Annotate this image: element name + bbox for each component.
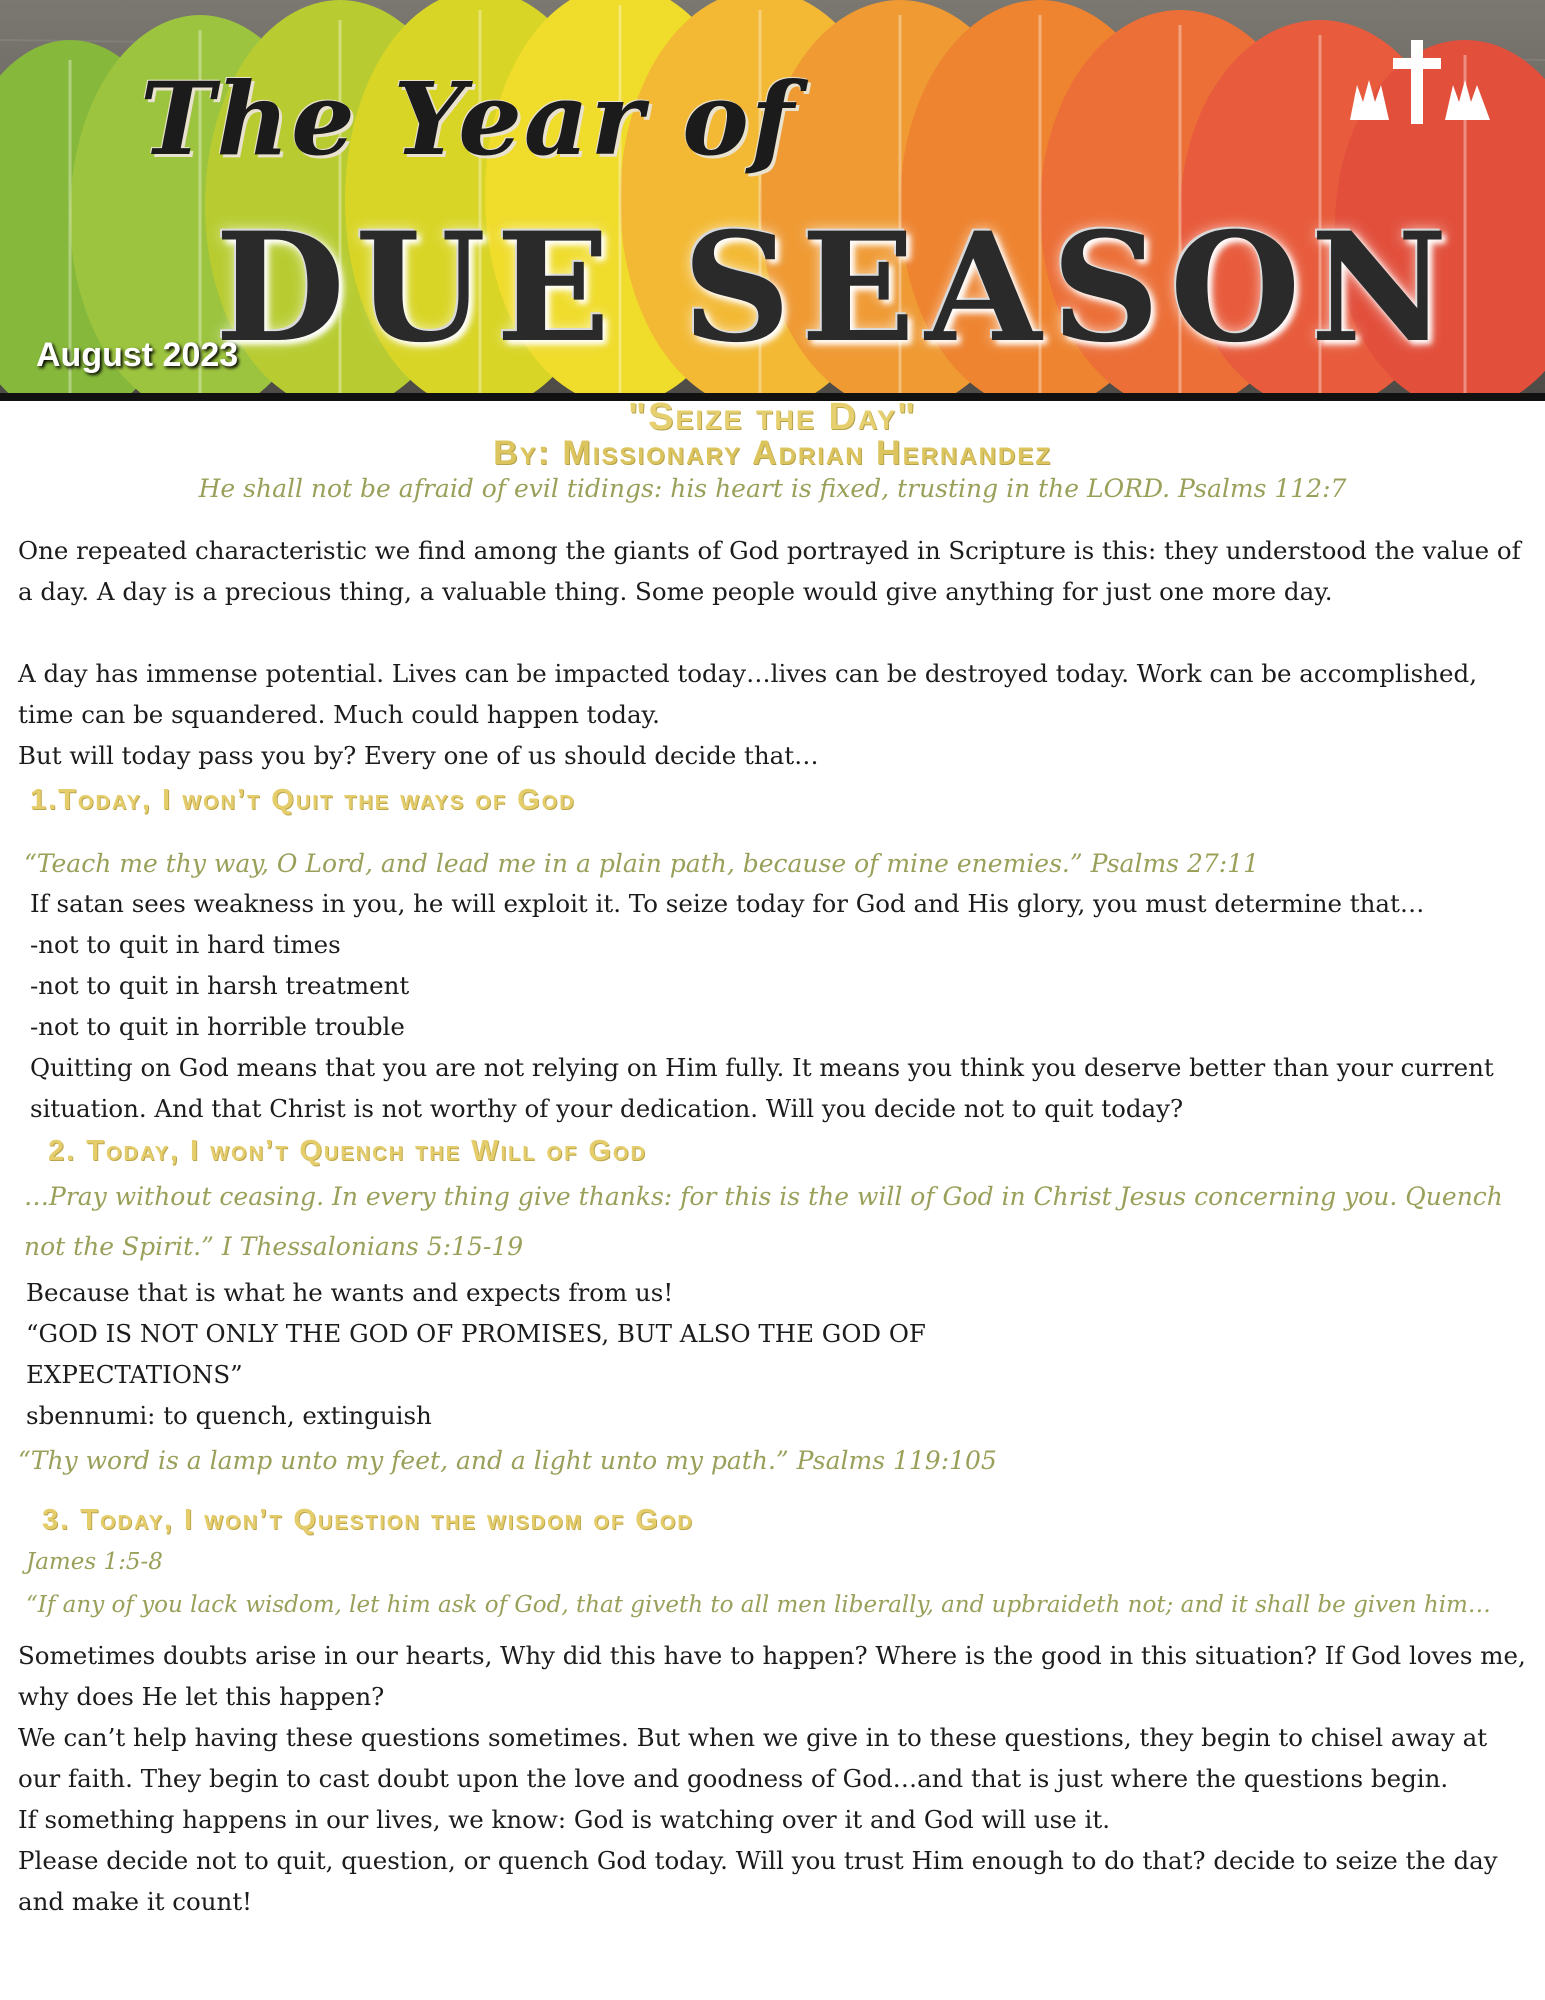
intro-verse: He shall not be afraid of evil tidings: his heart is fixed, trusting in the LORD. Psalms 112:7 — [198, 474, 1347, 503]
intro-paragraph: But will today pass you by? Every one of us should decide that… — [18, 741, 819, 770]
section-verse: …Pray without ceasing. In every thing give thanks: for this is the will of God in Christ Jesus concerning you. Quench not the Spirit.” I Thessalonians 5:15-19 — [24, 1182, 1503, 1261]
section-body-text: We can’t help having these questions sometimes. But when we give in to these questions, they begin to chisel away at our faith. They begin to cast doubt upon the love and goodness of God…and that is just where the questions begin. — [18, 1723, 1488, 1793]
section-heading-quit: 1.Today, I won’t Quit the ways of God — [30, 784, 576, 816]
section-heading-quench: 2. Today, I won’t Quench the Will of God — [48, 1135, 647, 1167]
article-title: "Seize the Day" — [628, 396, 917, 438]
section-body-text: EXPECTATIONS” — [26, 1360, 243, 1389]
intro-paragraph: One repeated characteristic we find among the giants of God portrayed in Scripture is this: they understood the value of a day. A day is a precious thing, a valuable thing. Some people would give anything for just one more day. — [18, 536, 1521, 606]
section-body-text: “GOD IS NOT ONLY THE GOD OF PROMISES, BUT ALSO THE GOD OF — [26, 1319, 926, 1348]
list-item: -not to quit in hard times — [30, 930, 341, 959]
cross-worship-icon — [1345, 40, 1495, 130]
banner-main-title: DUE SEASON — [215, 200, 1458, 376]
issue-date: August 2023 — [36, 336, 239, 374]
section-body-text: If something happens in our lives, we know: God is watching over it and God will use it. — [18, 1805, 1111, 1834]
intro-paragraph: A day has immense potential. Lives can be impacted today…lives can be destroyed today. Work can be accomplished, time can be squandered. Much could happen today. — [18, 659, 1477, 729]
banner-script-title: The Year of — [140, 60, 796, 178]
section-body-text: Quitting on God means that you are not relying on Him fully. It means you think you deserve better than your current situation. And that Christ is not worthy of your dedication. Will you decide not to quit today? — [30, 1053, 1494, 1123]
section-body-text: sbennumi: to quench, extinguish — [26, 1401, 432, 1430]
section-verse: “Thy word is a lamp unto my feet, and a light unto my path.” Psalms 119:105 — [18, 1446, 997, 1475]
section-verse: “If any of you lack wisdom, let him ask of God, that giveth to all men liberally, and upbraideth not; and it shall be given him… — [26, 1592, 1491, 1618]
article-author: By: Missionary Adrian Hernandez — [493, 434, 1052, 472]
section-heading-question: 3. Today, I won’t Question the wisdom of God — [42, 1504, 694, 1536]
list-item: -not to quit in horrible trouble — [30, 1012, 405, 1041]
verse-reference: James 1:5-8 — [26, 1549, 163, 1575]
section-body-text: Please decide not to quit, question, or quench God today. Will you trust Him enough to do that? decide to seize the day and make it count! — [18, 1846, 1498, 1916]
section-body-text: Sometimes doubts arise in our hearts, Why did this have to happen? Where is the good in this situation? If God loves me, why does He let this happen? — [18, 1641, 1526, 1711]
section-body-text: If satan sees weakness in you, he will exploit it. To seize today for God and His glory, you must determine that… — [30, 889, 1425, 918]
section-verse: “Teach me thy way, O Lord, and lead me in a plain path, because of mine enemies.” Psalms 27:11 — [24, 849, 1259, 878]
list-item: -not to quit in harsh treatment — [30, 971, 410, 1000]
header-banner — [0, 0, 1545, 393]
section-body-text: Because that is what he wants and expects from us! — [26, 1278, 674, 1307]
